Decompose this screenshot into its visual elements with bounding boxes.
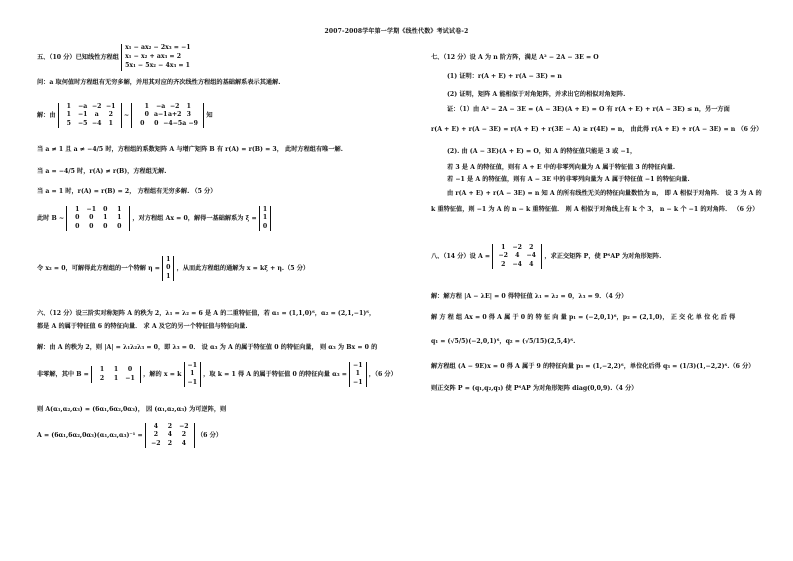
q5-sol-prefix: 解：由 — [37, 112, 56, 120]
q5-reduced-matrix: 1 −a −2 1 0 a−1a+2 3 0 0 −4−5a −9 — [131, 103, 204, 128]
q6-title-2: 都是 A 的属于特征值 6 的特征向量． 求 A 及它的另一个特征值与特征向量. — [37, 323, 248, 330]
q5-question: 问：a 取何值时方程组有无穷多解，并用其对应的齐次线性方程组的基础解系表示其通解. — [37, 79, 281, 86]
q8-solution-1: 解：解方程 |A − λE| = 0 得特征值 λ₁ = λ₂ = 0，λ₃ = 9．（4 分） — [431, 293, 628, 300]
q5-equation-system — [121, 44, 190, 71]
q6-solution-3: 则 A(α₁,α₂,α₃) = (6α₁,6α₂,0α₃)， 因 (α₁,α₂,α₃) 为可逆阵，则 — [37, 406, 227, 413]
q8-solution-5: 则正交阵 P = (q₁,q₂,q₃) 使 PᵀAP 为对角形矩阵 diag(0,0,9).（4 分） — [431, 385, 638, 392]
q7-proof-7: k 重特征值，则 −1 为 A 的 n − k 重特征值． 则 A 相似于对角线上有 k 个 3， n − k 个 −1 的对角阵． （6 分） — [431, 206, 759, 213]
q6-alpha3-vector: −1 1 −1 — [349, 362, 367, 387]
q5-basis-row: 此时 B ~ 1 −1 0 1 0 0 1 1 0 0 0 0 ，对方程组 Ax = 0，解得一基础解系为 ξ = 1 1 0 — [37, 206, 271, 231]
q5-solution-row: 解：由 1 −a −2 −1 1 −1 a 2 5 −5 −4 1 ~ 1 −a −2 1 0 a−1a+2 3 0 0 −4−5a −9 知 — [37, 103, 213, 127]
q8-solution-2: 解 方 程 组 Ax = 0 得 A 属 于 0 的 特 征 向 量 p₁ = (−2,0,1)ᵀ，p₂ = (2,1,0)， 正 交 化 单 位 化 后 得 — [431, 314, 736, 321]
q7-proof-5: 若 −1 是 A 的特征值，则有 A − 3E 中的非零列向量为 A 属于特征值 −1 的特征向量. — [447, 176, 690, 183]
q6-title: 六、（12 分）设三阶实对称矩阵 A 的秩为 2，λ₁ = λ₂ = 6 是 A 的二重特征值，若 α₁ = (1,1,0)ᵀ，α₂ = (2,1,−1)ᵀ， — [37, 310, 376, 317]
q5-xi-vector: 1 1 0 — [259, 206, 271, 231]
q5-augmented-matrix: 1 −a −2 −1 1 −1 a 2 5 −5 −4 1 — [58, 103, 122, 128]
q7-proof-6: 由 r(A + E) + r(A − 3E) = n 知 A 的所有线性无关的特征向量数恰为 n， 即 A 相似于对角阵． 设 3 为 A 的 — [447, 190, 762, 197]
q7-proof-3: (2). 由 (A − 3E)(A + E) = O，知 A 的特征值只能是 3 或 −1， — [447, 148, 637, 155]
q5-case-none: 当 a = −4/5 时，r(A) ≠ r(B)，方程组无解. — [37, 168, 167, 175]
q5-general-solution-row: 令 x₂ = 0，可解得此方程组的一个特解 η = 1 0 1 ，从而此方程组的通解为 x = kξ + η.（5 分） — [37, 256, 310, 280]
q8-solution-3: q₁ = (√5/5)(−2,0,1)ᵀ，q₂ = (√5/15)(2,5,4)ᵀ. — [431, 338, 576, 345]
q6-b-matrix: 1 1 0 2 1 −1 — [91, 366, 141, 383]
q7-part-2: (2) 证明，矩阵 A 能相似于对角矩阵，并求出它的相似对角矩阵. — [447, 91, 626, 98]
q7-proof-4: 若 3 是 A 的特征值，则有 A + E 中的非零列向量为 A 属于特征值 3 的特征向量. — [447, 164, 675, 171]
q8-title-row: 八、（14 分）设 A = 1 −2 2 −2 4 −4 2 −4 4 ，求正交矩阵 P，使 PᵀAP 为对角形矩阵. — [431, 244, 662, 268]
q5-eq-3: 5x₁ − 5x₂ − 4x₃ = 1 — [125, 61, 190, 69]
q7-title: 七、（12 分）设 A 为 n 阶方阵，满足 A² − 2A − 3E = O — [431, 54, 599, 61]
q8-a-matrix: 1 −2 2 −2 4 −4 2 −4 4 — [492, 244, 542, 269]
q5-case-infinite: 当 a = 1 时，r(A) = r(B) = 2， 方程组有无穷多解. （5 分） — [37, 188, 217, 195]
q8-solution-4: 解方程组 (A − 9E)x = 0 得 A 属于 9 的特征向量 p₃ = (1,−2,2)ᵀ，单位化后得 q₃ = (1/3)(1,−2,2)ᵀ.（6 分） — [431, 363, 755, 370]
q7-part-1: (1) 证明：r(A + E) + r(A − 3E) = n — [447, 73, 562, 80]
q6-a-matrix: 4 2 −2 2 4 2 −2 2 4 — [145, 423, 195, 448]
page-header: 2007-2008学年第一学期《线性代数》考试试卷-2 — [324, 28, 469, 35]
q7-proof-1: 证：（1）由 A² − 2A − 3E = (A − 3E)(A + E) = O 有 r(A + E) + r(A − 3E) ≤ n，另一方面 — [447, 106, 730, 113]
q6-solution-1: 解：由 A 的秩为 2，则 |A| = λ₁λ₂λ₃ = 0，即 λ₃ = 0． 设 α₃ 为 A 的属于特征值 0 的特征向量， 则 α₃ 为 Bx = 0 的 — [37, 344, 378, 351]
q5-title: 五、（10 分）已知线性方程组 — [37, 53, 119, 61]
q6-solution-4-row: A = (6α₁,6α₂,0α₃)(α₁,α₂,α₃)⁻¹ = 4 2 −2 2 4 2 −2 2 4 （6 分） — [37, 423, 223, 447]
q7-proof-2: r(A + E) + r(A − 3E) = r(A + E) + r(3E − A) ≥ r(4E) = n， 由此得 r(A + E) + r(A − 3E) = n （6 分） — [431, 126, 763, 133]
q5-rref-matrix: 1 −1 0 1 0 0 1 1 0 0 0 0 — [66, 206, 130, 231]
q6-solution-2-row: 非零解，其中 B = 1 1 0 2 1 −1 ，解的 x = k −1 1 −1 ，取 k = 1 得 A 的属于特征值 0 的特征向量 α₃ = −1 1 −1 ，（6 分） — [37, 362, 397, 386]
q5-title-row — [37, 44, 191, 71]
q5-sol-suffix: 知 — [206, 112, 213, 120]
q5-eq-2: x₁ − x₂ + ax₃ = 2 — [125, 52, 182, 60]
q6-x-vector: −1 1 −1 — [184, 362, 202, 387]
q5-case-unique: 当 a ≠ 1 且 a ≠ −4/5 时，方程组的系数矩阵 A 与增广矩阵 B 有 r(A) = r(B) = 3， 此时方程组有唯一解. — [37, 146, 343, 153]
q5-eta-vector: 1 0 1 — [162, 256, 174, 281]
q5-eq-1: x₁ − ax₂ − 2x₃ = −1 — [125, 44, 191, 51]
